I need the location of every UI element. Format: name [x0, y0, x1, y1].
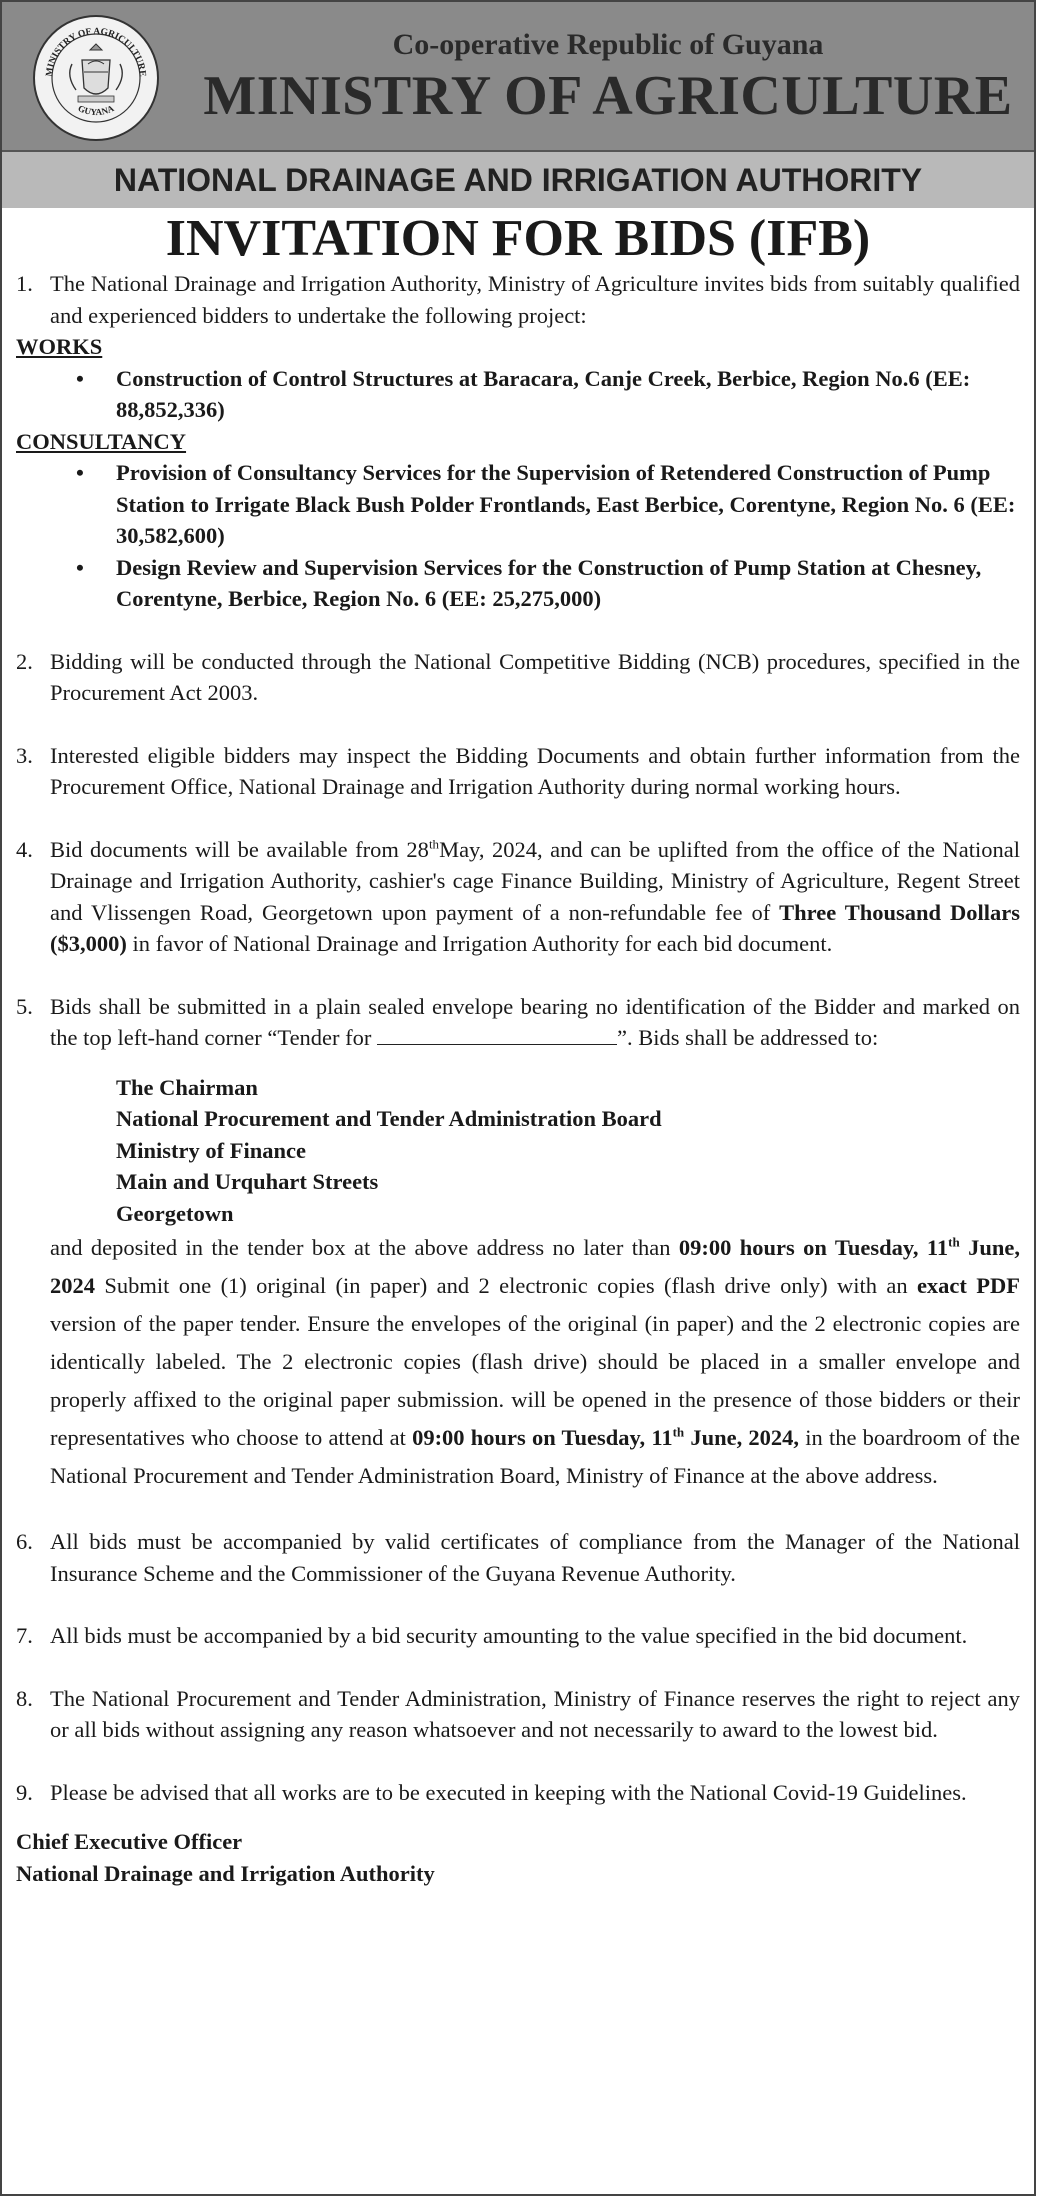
address-block: [116, 1072, 1020, 1230]
paragraph-3: [16, 740, 1020, 803]
header-band: [2, 2, 1034, 150]
bullet-icon: •: [76, 460, 84, 485]
seal-text-top: MINISTRY OF AGRICULTURE: [44, 26, 148, 78]
paragraph-text: Bids shall be submitted in a plain sealed envelope bearing no identification of the Bidder and marked on the top left-hand corner “Tender for ”. Bids shall be addressed to:: [50, 993, 1020, 1050]
paragraph-1: [16, 268, 1020, 331]
paragraph-6: [16, 1526, 1020, 1589]
ministry-heading: MINISTRY OF AGRICULTURE: [203, 65, 1013, 127]
paragraph-text: All bids must be accompanied by valid certificates of compliance from the Manager of the National Insurance Scheme and the Commissioner of the Guyana Revenue Authority.: [50, 1529, 1020, 1586]
address-line: Main and Urquhart Streets: [116, 1169, 379, 1194]
bullet-icon: •: [76, 554, 84, 580]
paragraph-number: 1.: [16, 271, 33, 296]
signature-block: [16, 1826, 1020, 1889]
address-line: The Chairman: [116, 1074, 258, 1100]
paragraph-text: Bidding will be conducted through the National Competitive Bidding (NCB) procedures, specified in the Procurement Act 2003.: [50, 648, 1020, 705]
paragraph-number: 4.: [16, 836, 33, 862]
list-item: [16, 457, 1020, 552]
submission-instructions: and deposited in the tender box at the above address no later than 09:00 hours on Tuesday, 11th June, 2024 Submit one (1) original (in paper) and 2 electronic copies (flash drive only) with an exact PDF version of the paper tender. Ensure the envelopes of the original (in paper) and the 2 electronic copies are identically labeled. The 2 electronic copies (flash drive) should be placed in a smaller envelope and properly affixed to the original paper submission. will be opened in the presence of those bidders or their representatives who choose to attend at 09:00 hours on Tuesday, 11th June, 2024, in the boardroom of the National Procurement and Tender Administration Board, Ministry of Finance at the above address.: [50, 1234, 1020, 1488]
consultancy-item-text: Provision of Consultancy Services for the Supervision of Retendered Construction of Pump Station to Irrigate Black Bush Polder Frontlands, East Berbice, Corentyne, Region No. 6 (EE: 30,582,600): [116, 460, 1016, 548]
ministry-seal-icon: [32, 14, 160, 142]
paragraph-text: All bids must be accompanied by a bid security amounting to the value specified in the bid document.: [50, 1623, 968, 1648]
consultancy-item-text: Design Review and Supervision Services for the Construction of Pump Station at Chesney, Corentyne, Berbice, Region No. 6 (EE: 25,275,000): [116, 554, 982, 611]
pdf-text: exact PDF: [916, 1273, 1020, 1298]
address-line: Ministry of Finance: [116, 1137, 306, 1163]
notice-body: [2, 268, 1034, 1889]
paragraph-text: Please be advised that all works are to be executed in keeping with the National Covid-19 Guidelines.: [50, 1779, 967, 1805]
signature-title: Chief Executive Officer: [16, 1829, 243, 1854]
paragraph-5: [16, 991, 1020, 1054]
paragraph-number: 3.: [16, 742, 33, 768]
paragraph-4: [16, 834, 1020, 960]
paragraph-number: 6.: [16, 1529, 33, 1554]
fee-amount: Three Thousand Dollars ($3,000): [50, 899, 1020, 956]
address-line: Georgetown: [116, 1200, 234, 1226]
bullet-icon: •: [76, 365, 84, 391]
paragraph-2: [16, 646, 1020, 709]
paragraph-text: The National Drainage and Irrigation Authority, Ministry of Agriculture invites bids from suitably qualified and experienced bidders to undertake the following project:: [50, 271, 1020, 328]
works-heading: WORKS: [16, 334, 103, 359]
paragraph-9: [16, 1777, 1020, 1809]
deadline-text: 09:00 hours on Tuesday, 11th June, 2024: [50, 1234, 1020, 1298]
paragraph-number: 7.: [16, 1623, 33, 1648]
page-title: INVITATION FOR BIDS (IFB): [165, 210, 871, 267]
list-item: [16, 363, 1020, 426]
paragraph-text: The National Procurement and Tender Administration, Ministry of Finance reserves the right to reject any or all bids without assigning any reason whatsoever and not necessarily to award to the lowest bid.: [50, 1685, 1020, 1742]
seal-text-bottom: GUYANA: [76, 103, 116, 118]
consultancy-list: [16, 457, 1020, 615]
paragraph-7: [16, 1620, 1020, 1652]
address-line: National Procurement and Tender Administration Board: [116, 1106, 662, 1131]
paragraph-text: Interested eligible bidders may inspect the Bidding Documents and obtain further information from the Procurement Office, National Drainage and Irrigation Authority during normal working hours.: [50, 742, 1020, 799]
paragraph-number: 5.: [16, 993, 33, 1019]
opening-time: 09:00 hours on Tuesday, 11th June, 2024,: [412, 1424, 800, 1450]
works-item-text: Construction of Control Structures at Baracara, Canje Creek, Berbice, Region No.6 (EE: 88,852,336): [116, 365, 971, 422]
paragraph-8: [16, 1683, 1020, 1746]
consultancy-heading: CONSULTANCY: [16, 428, 187, 454]
paragraph-number: 2.: [16, 648, 33, 674]
republic-heading: Co-operative Republic of Guyana: [392, 28, 824, 61]
paragraph-number: 9.: [16, 1779, 33, 1805]
authority-banner: NATIONAL DRAINAGE AND IRRIGATION AUTHORITY: [2, 150, 1034, 208]
paragraph-text: Bid documents will be available from 28thMay, 2024, and can be uplifted from the office of the National Drainage and Irrigation Authority, cashier's cage Finance Building, Ministry of Agriculture, Regent Street and Vlissengen Road, Georgetown upon payment of a non-refundable fee of Three Thousand Dollars ($3,000) in favor of National Drainage and Irrigation Authority for each bid document.: [50, 836, 1020, 956]
list-item: [16, 552, 1020, 615]
paragraph-number: 8.: [16, 1685, 33, 1711]
signature-org: National Drainage and Irrigation Authority: [16, 1860, 435, 1886]
tender-blank-line: [377, 1026, 617, 1045]
works-list: [16, 363, 1020, 426]
